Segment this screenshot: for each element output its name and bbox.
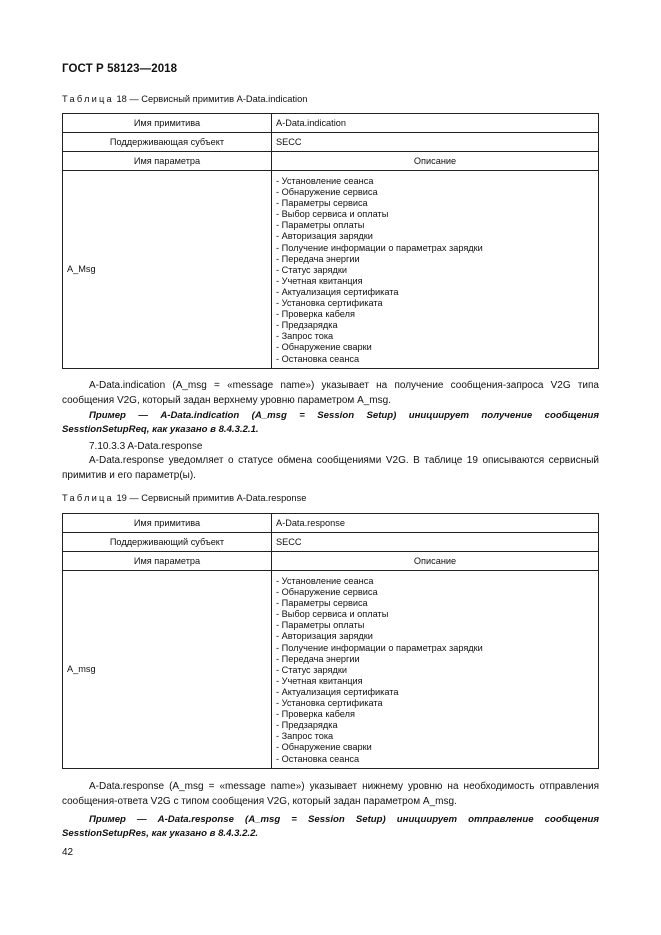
list-item: - Установление сеанса: [276, 176, 374, 186]
list-item: - Учетная квитанция: [276, 675, 363, 686]
list-item: - Установка сертификата: [276, 698, 383, 709]
table-row: [63, 114, 599, 133]
list-item: - Статус зарядки: [276, 264, 348, 275]
list-item: - Остановка сеанса: [276, 753, 360, 764]
supporting-entity-label: Поддерживающий субъект: [63, 533, 272, 552]
paragraph-indication: A-Data.indication (A_msg = «message name») указывает на получение сообщения-запроса V2G типа сообщения V2G, который задан верхнему уровню параметром A_msg.: [62, 380, 599, 406]
list-item: - Предзарядка: [276, 720, 338, 731]
supporting-entity-label: Поддерживающая субъект: [63, 133, 272, 152]
list-item: - Обнаружение сервиса: [276, 587, 378, 598]
list-item: - Проверка кабеля: [276, 309, 355, 320]
supporting-entity-value: SECC: [272, 533, 599, 552]
list-item: - Параметры оплаты: [276, 620, 365, 631]
section-heading: 7.10.3.3 A-Data.response: [89, 441, 203, 452]
primitive-name-value: A-Data.response: [272, 514, 599, 533]
list-item: - Учетная квитанция: [276, 275, 363, 286]
list-item: - Статус зарядки: [276, 664, 348, 675]
table-19-caption-title: 19 — Сервисный примитив A-Data.response: [113, 493, 307, 503]
table-18-caption-word: Таблица: [62, 94, 114, 104]
param-name-header: Имя параметра: [63, 552, 272, 571]
page-number: 42: [62, 847, 74, 858]
table-18-caption-title: 18 — Сервисный примитив A-Data.indication: [113, 94, 308, 104]
table-row: [63, 552, 599, 571]
param-name-cell: A_msg: [63, 571, 272, 769]
document-header: ГОСТ Р 58123—2018: [62, 63, 178, 75]
list-item: - Установление сеанса: [276, 576, 374, 586]
example-indication: Пример — A-Data.indication (A_msg = Session Setup) инициирует получение сообщения SesstionSetupReq, как указано в 8.4.3.2.1.: [62, 410, 599, 435]
list-item: - Установка сертификата: [276, 298, 383, 309]
primitive-name-value: A-Data.indication: [272, 114, 599, 133]
list-item: - Получение информации о параметрах зарядки: [276, 642, 483, 653]
param-name-cell: A_Msg: [63, 171, 272, 369]
list-item: - Актуализация сертификата: [276, 286, 399, 297]
message-list: [276, 576, 594, 765]
table-row: [63, 533, 599, 552]
list-item: - Актуализация сертификата: [276, 686, 399, 697]
list-item: - Запрос тока: [276, 731, 334, 742]
table-row: [63, 571, 599, 769]
table-row: [63, 171, 599, 369]
paragraph-response: A-Data.response уведомляет о статусе обмена сообщениями V2G. В таблице 19 описываются сервисный примитив и его параметр(ы).: [62, 455, 599, 481]
table-19-caption-word: Таблица: [62, 493, 114, 503]
table-row: [63, 152, 599, 171]
list-item: - Выбор сервиса и оплаты: [276, 209, 389, 220]
table-19: [62, 513, 599, 769]
list-item: - Получение информации о параметрах зарядки: [276, 242, 483, 253]
list-item: - Выбор сервиса и оплаты: [276, 609, 389, 620]
message-list-cell: [272, 571, 599, 769]
table-row: [63, 133, 599, 152]
table-row: [63, 514, 599, 533]
list-item: - Параметры сервиса: [276, 598, 368, 609]
list-item: - Остановка сеанса: [276, 353, 360, 364]
primitive-name-label: Имя примитива: [63, 514, 272, 533]
message-list: [276, 176, 594, 365]
list-item: - Запрос тока: [276, 331, 334, 342]
list-item: - Параметры оплаты: [276, 220, 365, 231]
list-item: - Обнаружение сварки: [276, 342, 372, 353]
description-header: Описание: [272, 552, 599, 571]
list-item: - Проверка кабеля: [276, 709, 355, 720]
list-item: - Предзарядка: [276, 320, 338, 331]
primitive-name-label: Имя примитива: [63, 114, 272, 133]
description-header: Описание: [272, 152, 599, 171]
table-18: [62, 113, 599, 369]
list-item: - Авторизация зарядки: [276, 231, 373, 242]
list-item: - Передача энергии: [276, 253, 360, 264]
message-list-cell: [272, 171, 599, 369]
example-response: Пример — A-Data.response (A_msg = Session Setup) инициирует отправление сообщения SesstionSetupRes, как указано в 8.4.3.2.2.: [62, 814, 599, 839]
paragraph-response-usage: A-Data.response (A_msg = «message name») указывает нижнему уровню на необходимость отправления сообщения-ответа V2G с типом сообщения V2G, который задан параметром A_msg.: [62, 781, 599, 807]
table-18-caption: [62, 94, 307, 104]
table-19-caption: [62, 493, 306, 503]
list-item: - Передача энергии: [276, 653, 360, 664]
param-name-header: Имя параметра: [63, 152, 272, 171]
list-item: - Обнаружение сервиса: [276, 187, 378, 198]
list-item: - Авторизация зарядки: [276, 631, 373, 642]
list-item: - Параметры сервиса: [276, 198, 368, 209]
supporting-entity-value: SECC: [272, 133, 599, 152]
list-item: - Обнаружение сварки: [276, 742, 372, 753]
